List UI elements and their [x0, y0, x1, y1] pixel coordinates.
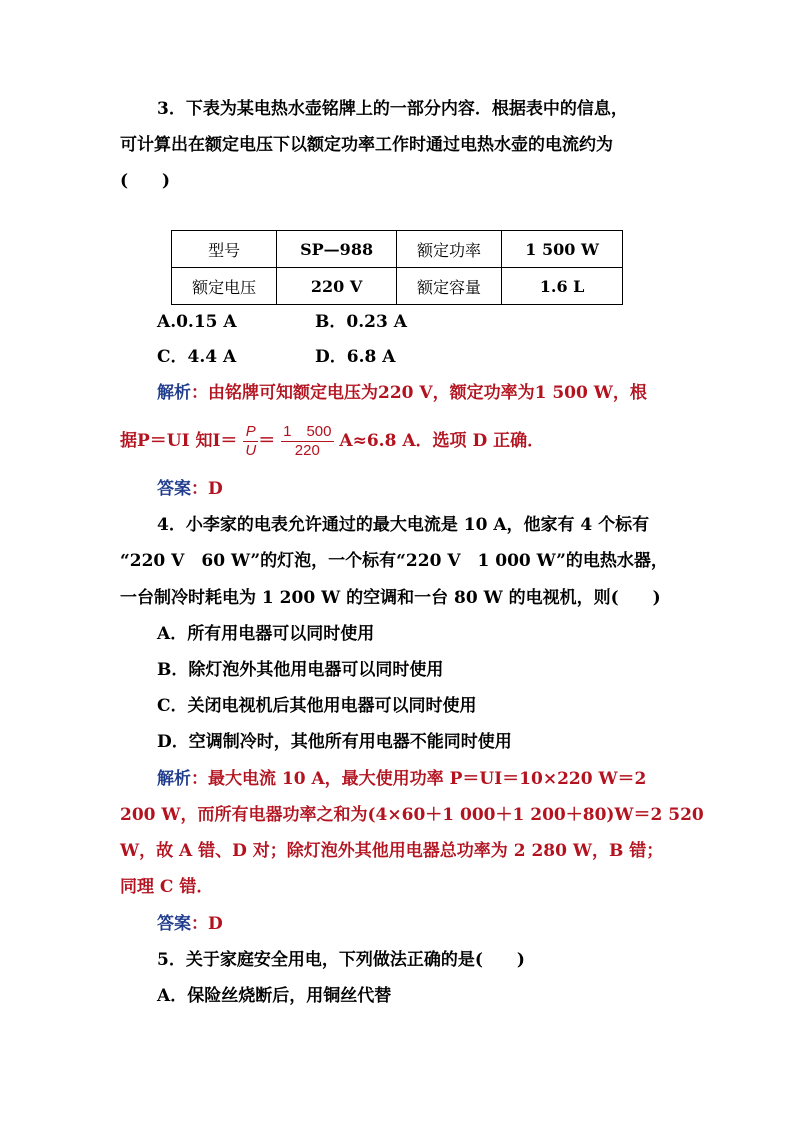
table-cell: 额定功率: [396, 231, 501, 268]
q4-answer: [157, 912, 223, 936]
analysis-label: 解析: [157, 383, 191, 403]
q5-stem-line1: 5．关于家庭安全用电，下列做法正确的是( ): [157, 950, 525, 970]
fraction-p-over-u: [243, 423, 258, 460]
analysis-text: ：由铭牌可知额定电压为220 V，额定功率为1 500 W，根: [191, 383, 647, 403]
table-cell: 220 V: [277, 268, 397, 305]
q4-stem-line1: 4．小李家的电表允许通过的最大电流是 10 A，他家有 4 个标有: [157, 515, 650, 535]
q4-stem-line2: “220 V 60 W”的灯泡，一个标有“220 V 1 000 W”的电热水器，: [120, 551, 668, 571]
q3-option-b: B．0.23 A: [315, 312, 407, 332]
q3-answer: [157, 477, 223, 501]
answer-label: 答案: [157, 914, 191, 934]
table-row: [172, 268, 623, 305]
table-row: [172, 231, 623, 268]
q4-analysis-line4: 同理 C 错．: [120, 877, 214, 897]
q4-option-d: D．空调制冷时，其他所有用电器不能同时使用: [157, 732, 512, 752]
q4-option-a: A．所有用电器可以同时使用: [157, 624, 375, 644]
q3-stem-line1: 3．下表为某电热水壶铭牌上的一部分内容．根据表中的信息，: [157, 99, 628, 119]
analysis-label: 解析: [157, 769, 191, 789]
analysis-text: A≈6.8 A．选项 D 正确．: [333, 431, 545, 451]
table-cell: 额定容量: [396, 268, 501, 305]
nameplate-table: [171, 230, 623, 305]
q4-stem-line3: 一台制冷时耗电为 1 200 W 的空调和一台 80 W 的电视机，则( ): [120, 588, 661, 608]
q3-analysis-line2: [120, 423, 544, 460]
q4-analysis-line3: W，故 A 错、D 对；除灯泡外其他用电器总功率为 2 280 W，B 错；: [120, 841, 664, 861]
q3-analysis-line1: [157, 381, 647, 405]
fraction-numerator: P: [243, 423, 258, 442]
q3-stem-line2: 可计算出在额定电压下以额定功率工作时通过电热水壶的电流约为: [120, 135, 613, 155]
analysis-text: ：最大电流 10 A，最大使用功率 P＝UI＝10×220 W＝2: [191, 769, 647, 789]
table-cell: 1.6 L: [502, 268, 623, 305]
q3-stem-line3: ( ): [120, 171, 171, 191]
fraction-denominator: 220: [294, 442, 320, 459]
q4-option-c: C．关闭电视机后其他用电器可以同时使用: [157, 696, 477, 716]
fraction-numerator: 1 500: [283, 423, 332, 440]
q3-option-d: D．6.8 A: [315, 347, 396, 367]
equals-sign: ＝: [258, 431, 276, 451]
q4-option-b: B．除灯泡外其他用电器可以同时使用: [157, 660, 444, 680]
answer-value: ：D: [191, 479, 223, 499]
q4-analysis-line1: [157, 767, 646, 791]
q4-analysis-line2: 200 W，而所有电器功率之和为(4×60＋1 000＋1 200＋80)W＝2 520: [120, 805, 704, 825]
q3-option-a: A.0.15 A: [157, 312, 237, 332]
table-cell: 型号: [172, 231, 277, 268]
answer-value: ：D: [191, 914, 223, 934]
fraction-value: [281, 423, 333, 460]
q5-option-a: A．保险丝烧断后，用铜丝代替: [157, 986, 392, 1006]
table-cell: 额定电压: [172, 268, 277, 305]
fraction-denominator: U: [245, 442, 257, 459]
answer-label: 答案: [157, 479, 191, 499]
analysis-text: 据P＝UI 知I＝: [120, 431, 238, 451]
table-cell: SP—988: [277, 231, 397, 268]
q3-option-c: C．4.4 A: [157, 347, 237, 367]
table-cell: 1 500 W: [502, 231, 623, 268]
